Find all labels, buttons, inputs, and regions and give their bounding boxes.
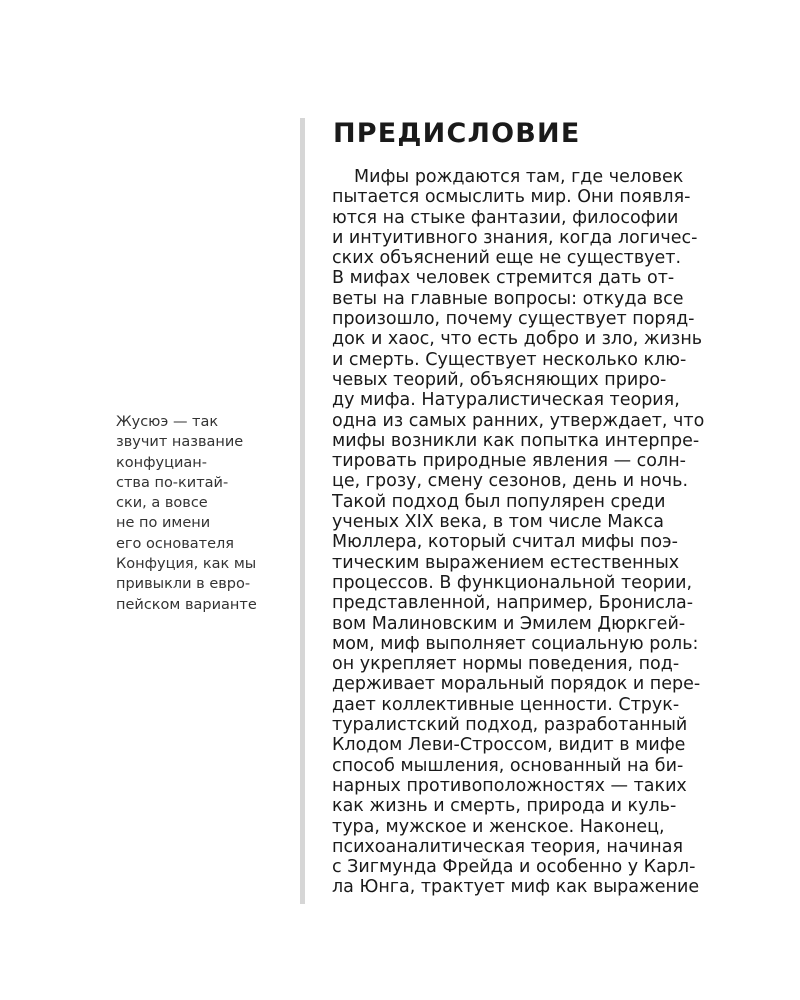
body-line: пытается осмыслить мир. Они появля- xyxy=(332,187,691,208)
page-title: ПРЕДИСЛОВИЕ xyxy=(333,118,581,149)
body-line: Клодом Леви-Строссом, видит в мифе xyxy=(332,735,686,756)
margin-note-line: не по имени xyxy=(116,515,211,532)
body-line: произошло, почему существует поряд- xyxy=(332,309,695,330)
body-line: чевых теорий, объясняющих приро- xyxy=(332,369,667,390)
body-line: как жизнь и смерть, природа и куль- xyxy=(332,796,677,817)
body-line: представленной, например, Бронисла- xyxy=(332,593,694,614)
body-line: В мифах человек стремится дать от- xyxy=(332,268,675,289)
body-line: мифы возникли как попытка интерпре- xyxy=(332,430,700,451)
body-line: держивает моральный порядок и пере- xyxy=(332,674,701,695)
body-line: тическим выражением естественных xyxy=(332,552,680,573)
body-line: док и хаос, что есть добро и зло, жизнь xyxy=(332,329,703,350)
body-line: мом, миф выполняет социальную роль: xyxy=(332,633,699,654)
margin-note-line: Жусюэ — так xyxy=(116,414,219,430)
body-line: ются на стыке фантазии, философии xyxy=(332,207,679,228)
body-line: Такой подход был популярен среди xyxy=(332,491,666,512)
body-line: ла Юнга, трактует миф как выражение xyxy=(332,877,700,898)
margin-note-line: Конфуция, как мы xyxy=(116,556,257,573)
margin-note-line: звучит название xyxy=(116,434,244,451)
margin-note-line: ски, а вовсе xyxy=(116,495,208,512)
body-line: Мифы рождаются там, где человек xyxy=(354,167,684,187)
body-line: одна из самых ранних, утверждает, что xyxy=(332,410,705,431)
body-line: Мюллера, который считал мифы поэ- xyxy=(332,532,678,553)
body-line: нарных противоположностях — таких xyxy=(332,775,687,796)
body-line: способ мышления, основанный на би- xyxy=(332,755,684,776)
body-line: це, грозу, смену сезонов, день и ночь. xyxy=(332,471,689,492)
margin-note-line: конфуциан- xyxy=(116,454,207,471)
body-line: ских объяснений еще не существует. xyxy=(332,248,682,269)
body-line: вом Малиновским и Эмилем Дюркгей- xyxy=(332,613,686,634)
margin-note xyxy=(116,412,294,615)
body-line: веты на главные вопросы: откуда все xyxy=(332,288,684,309)
body-line: туралистский подход, разработанный xyxy=(332,715,688,736)
margin-note-line: его основателя xyxy=(116,535,235,552)
body-line: с Зигмунда Фрейда и особенно у Карл- xyxy=(332,857,696,878)
body-line: и смерть. Существует несколько клю- xyxy=(332,349,687,370)
margin-note-line: ства по-китай- xyxy=(116,474,229,491)
body-line: и интуитивного знания, когда логичес- xyxy=(332,227,698,248)
vertical-divider xyxy=(300,118,305,904)
body-line: дает коллективные ценности. Струк- xyxy=(332,694,680,715)
body-line: ученых XIX века, в том числе Макса xyxy=(332,512,664,533)
margin-note-line: пейском варианте xyxy=(116,596,257,613)
body-line: тировать природные явления — солн- xyxy=(332,451,686,472)
body-line: процессов. В функциональной теории, xyxy=(332,572,693,593)
body-paragraph xyxy=(332,167,727,898)
body-line: тура, мужское и женское. Наконец, xyxy=(332,816,665,837)
margin-note-line: привыкли в евро- xyxy=(116,576,251,593)
body-line: ду мифа. Натуралистическая теория, xyxy=(332,390,680,411)
body-line: он укрепляет нормы поведения, под- xyxy=(332,654,680,675)
body-line: психоаналитическая теория, начиная xyxy=(332,836,683,857)
